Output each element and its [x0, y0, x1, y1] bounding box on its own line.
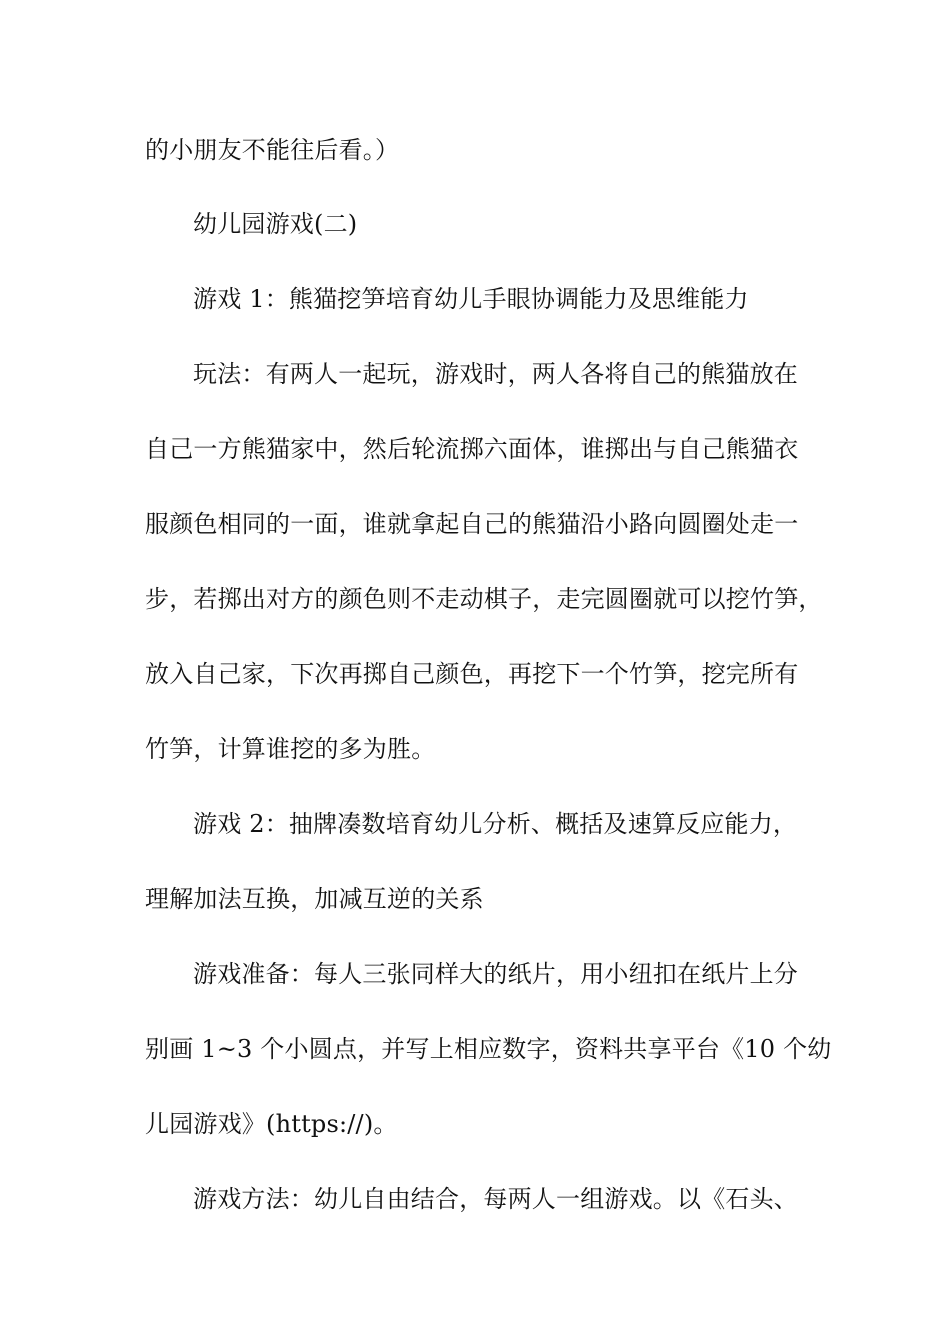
game-1-rules-line: 竹笋，计算谁挖的多为胜。: [145, 735, 436, 763]
game-2-method-line: 游戏方法：幼儿自由结合，每两人一组游戏。以《石头、: [193, 1185, 798, 1213]
text-line-continuation: 的小朋友不能往后看。）: [145, 136, 400, 164]
game-2-preparation-line: 儿园游戏》(https://)。: [145, 1110, 398, 1138]
game-1-title: 游戏 1：熊猫挖笋培育幼儿手眼协调能力及思维能力: [193, 285, 749, 313]
section-heading: 幼儿园游戏(二): [193, 210, 358, 238]
game-2-preparation-line: 别画 1~3 个小圆点，并写上相应数字，资料共享平台《10 个幼: [145, 1035, 832, 1063]
game-2-preparation-line: 游戏准备：每人三张同样大的纸片，用小纽扣在纸片上分: [193, 960, 798, 988]
game-1-rules-line: 放入自己家，下次再掷自己颜色，再挖下一个竹笋，挖完所有: [145, 660, 799, 688]
game-2-title-continuation: 理解加法互换，加减互逆的关系: [145, 885, 484, 913]
game-1-rules-line: 自己一方熊猫家中，然后轮流掷六面体，谁掷出与自己熊猫衣: [145, 435, 799, 463]
game-1-rules-line: 服颜色相同的一面，谁就拿起自己的熊猫沿小路向圆圈处走一: [145, 510, 799, 538]
game-1-rules-line: 玩法：有两人一起玩，游戏时，两人各将自己的熊猫放在: [193, 360, 798, 388]
game-2-title: 游戏 2：抽牌凑数培育幼儿分析、概括及速算反应能力，: [193, 810, 798, 838]
game-1-rules-line: 步，若掷出对方的颜色则不走动棋子，走完圆圈就可以挖竹笋，: [145, 585, 823, 613]
